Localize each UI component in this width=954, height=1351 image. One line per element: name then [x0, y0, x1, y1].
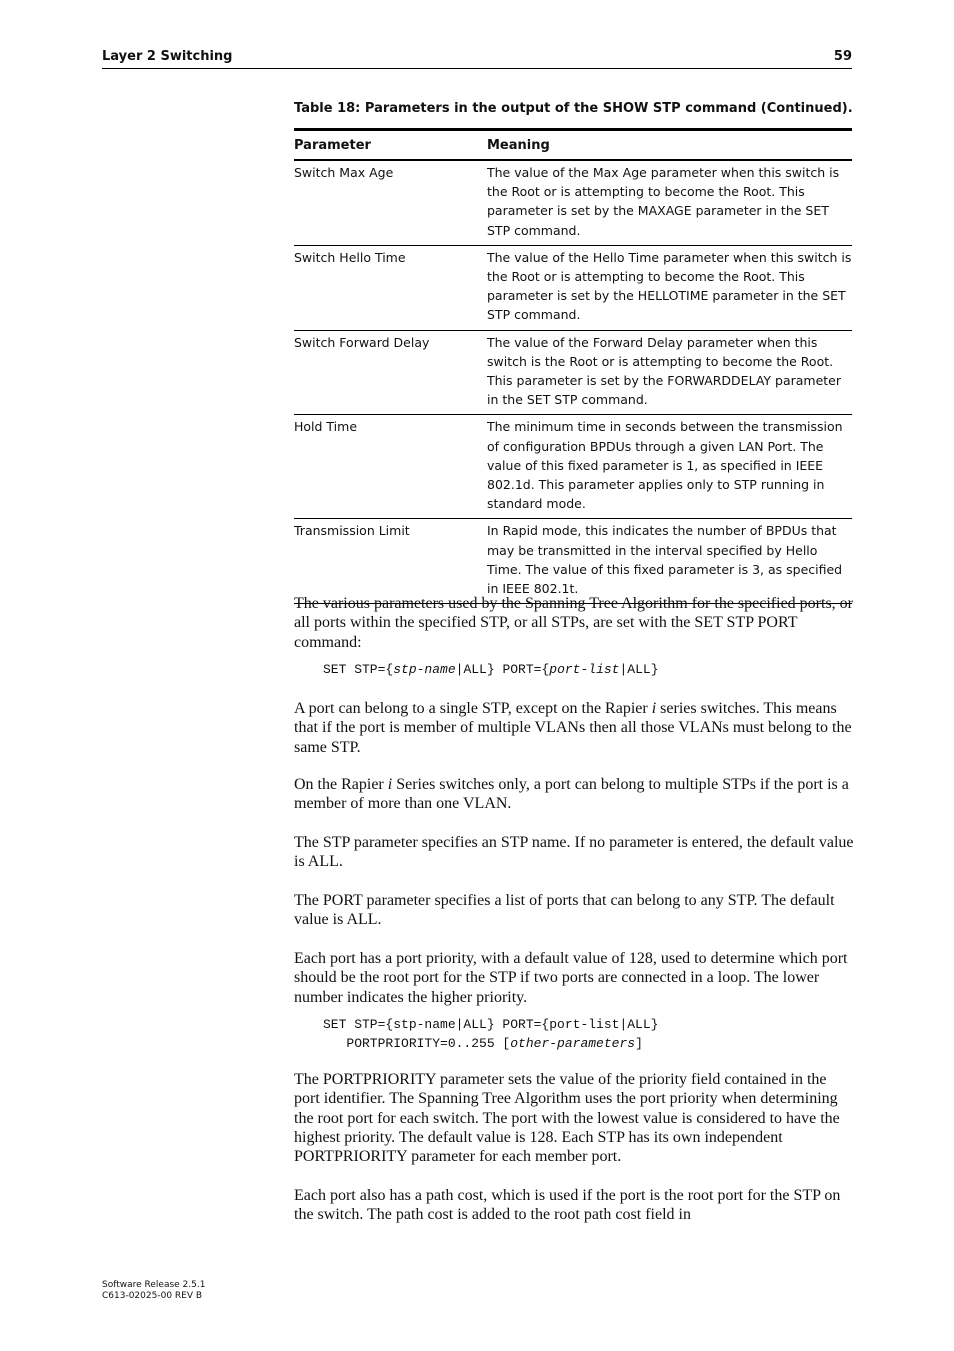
parameter-cell: Switch Forward Delay	[294, 334, 430, 350]
paragraph-portpriority: The PORTPRIORITY parameter sets the value of the priority field contained in the port identifier. The Spanning Tree Algorithm uses the port priority when determining the root port for each switch. The port with the lowest value is considered to have the highest priority. The default value is 128. Each STP has its own independent PORTPRIORITY parameter for each member port.	[294, 1071, 840, 1166]
document-code: C613-02025-00 REV B	[102, 1291, 203, 1301]
section-title: Layer 2 Switching	[102, 49, 233, 64]
column-header-parameter: Parameter	[294, 137, 371, 153]
column-header-meaning: Meaning	[487, 137, 550, 153]
paragraph-set-stp-port: The various parameters used by the Spanning Tree Algorithm for the specified ports, or all ports within the specified STP, or all STPs, are set with the SET STP PORT command:	[294, 595, 853, 651]
meaning-cell: The value of the Max Age parameter when this switch is the Root or is attempting to become the Root. This parameter is set by the MAXAGE parameter in the SET STP command.	[487, 165, 840, 238]
parameter-cell: Switch Max Age	[294, 165, 394, 180]
code-set-stp-port: SET STP={stp-name|ALL} PORT={port-list|ALL}	[323, 662, 659, 677]
paragraph-single-stp: A port can belong to a single STP, except on the Rapier i series switches. This means that if the port is member of multiple VLANs then all those VLANs must belong to the same STP.	[294, 700, 852, 756]
parameters-table	[294, 128, 852, 604]
paragraph-port-priority: Each port has a port priority, with a default value of 128, used to determine which port should be the root port for the STP if two ports are connected in a loop. The lower number indicates the higher priority.	[294, 950, 848, 1006]
parameter-cell: Switch Hello Time	[294, 249, 406, 265]
meaning-cell: In Rapid mode, this indicates the number of BPDUs that may be transmitted in the interval specified by Hello Time. The value of this fixed parameter is 3, as specified in IEEE 802.1t.	[487, 523, 843, 597]
table-caption: Table 18: Parameters in the output of the SHOW STP command (Continued).	[294, 101, 853, 116]
meaning-cell: The value of the Hello Time parameter when this switch is the Root or is attempting to become the Root. This parameter is set by the HELLOTIME parameter in the SET STP command.	[487, 249, 852, 323]
meaning-cell: The minimum time in seconds between the transmission of configuration BPDUs through a given LAN Port. The value of this fixed parameter is 1, as specified in IEEE 802.1d. This parameter applies only to STP running in standard mode.	[487, 419, 843, 512]
table-header-row	[294, 131, 852, 160]
table-row	[294, 518, 852, 603]
table-row	[294, 414, 852, 518]
page-number: 59	[833, 49, 852, 64]
page-footer	[102, 1280, 205, 1302]
parameter-cell: Transmission Limit	[294, 523, 410, 539]
table-row	[294, 245, 852, 330]
table-row	[294, 160, 852, 245]
page-header	[102, 48, 852, 69]
paragraph-port-parameter: The PORT parameter specifies a list of ports that can belong to any STP. The default value is ALL.	[294, 892, 835, 929]
software-release: Software Release 2.5.1	[102, 1280, 206, 1290]
paragraph-path-cost: Each port also has a path cost, which is used if the port is the root port for the STP on the switch. The path cost is added to the root path cost field in	[294, 1187, 841, 1224]
code-set-port-priority: SET STP={stp-name|ALL} PORT={port-list|ALL} PORTPRIORITY=0..255 [other-parameters]	[323, 1017, 659, 1051]
parameter-cell: Hold Time	[294, 419, 358, 435]
table-row	[294, 330, 852, 415]
paragraph-stp-parameter: The STP parameter specifies an STP name. If no parameter is entered, the default value is ALL.	[294, 834, 854, 871]
meaning-cell: The value of the Forward Delay parameter when this switch is the Root or is attempting to become the Root. This parameter is set by the FORWARDDELAY parameter in the SET STP command.	[487, 334, 842, 408]
paragraph-multiple-stp: On the Rapier i Series switches only, a port can belong to multiple STPs if the port is a member of more than one VLAN.	[294, 776, 849, 813]
